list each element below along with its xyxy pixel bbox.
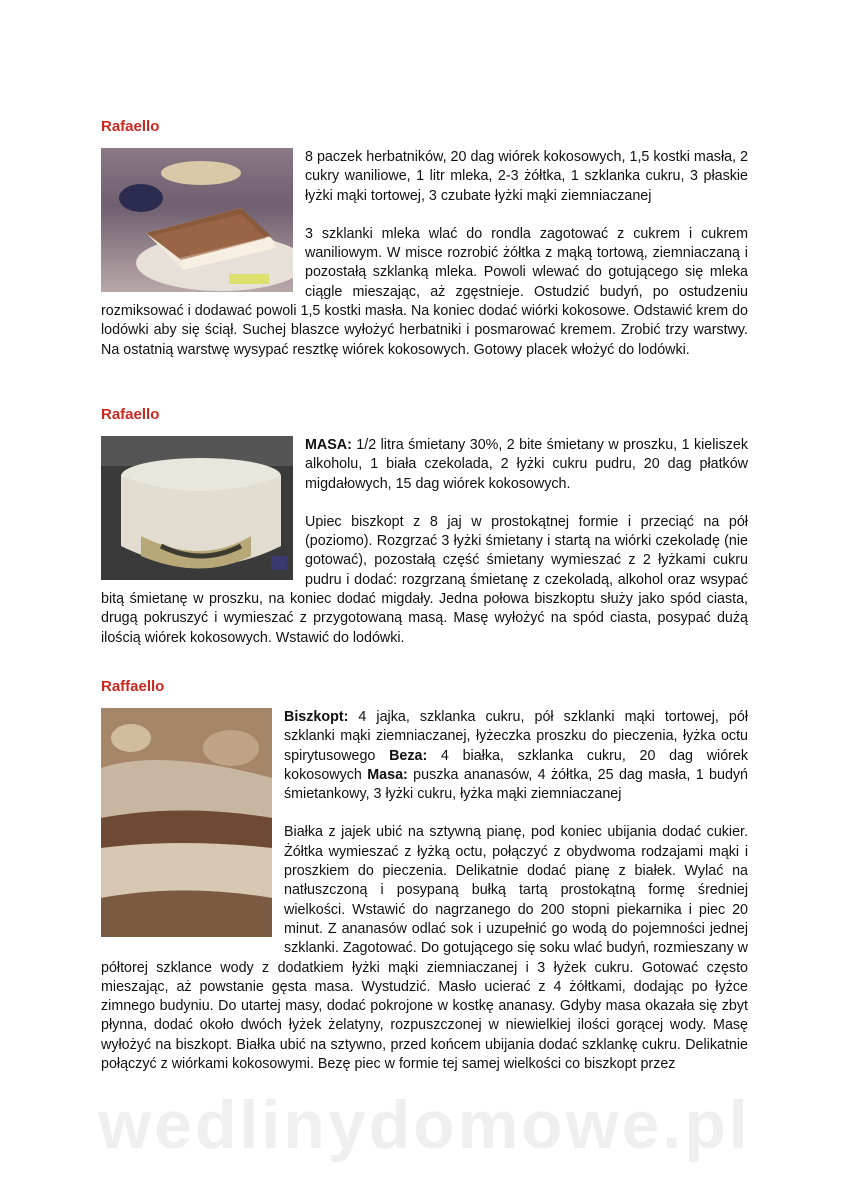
recipe-title: Rafaello — [101, 118, 160, 135]
recipe-title: Rafaello — [101, 406, 160, 423]
method-text: Białka z jajek ubić na sztywną pianę, pod koniec ubijania dodać cukier. Żółtka wymieszać z łyżką octu, połączyć z obydwoma rodzajami mąki i proszkiem do pieczenia. Delikatnie dodać pianę z białek. Wylać na natłuszczoną i posypaną bułką tartą prostokątną formę średniej wielkości. Wstawić do nagrzanego do 200 stopni piekarnika i piec 20 minut. Z ananasów odlać sok i uzupełnić go wodą do pojemności jednej szklanki. Zagotować. Do gotującego się soku wlać budyń, rozmieszany w półtorej szklance wody z dodatkiem łyżki mąki ziemniaczanej i 3 łyżek cukru. Gotować często mieszając, aż powstanie gęsta masa. Wystudzić. Masło ucierać z 4 żółtkami, dodając po łyżce zimnego budyniu. Do utartej masy, dodać pokrojone w kostkę ananasy. Gdyby masa okazała się zbyt płynna, dodać około dwóch łyżek żelatyny, rozpuszczonej w niewielkiej ilości gorącej wody. Masę wyłożyć na biszkopt. Białka ubić na sztywno, przed końcem ubijania dodać szklankę cukru. Delikatnie połączyć z wiórkami kokosowymi. Bezę piec w formie tej samej wielkości co biszkopt przez — [101, 824, 748, 1073]
cake-photo-3 — [101, 708, 272, 937]
cake-image — [101, 436, 293, 580]
biszkopt-label: Biszkopt: — [284, 709, 349, 725]
beza-text: 4 białka, szklanka cukru, 20 dag wiórek kokosowych — [284, 747, 749, 783]
method-text: 3 szklanki mleka wlać do rondla zagotować z cukrem i cukrem waniliowym. W misce rozrobić żółtka z mąką tortową, ziemniaczaną i pozostałą szklanką mleka. Powoli wlewać do gotującego się mleka ciągle mieszając, aż zgęstnieje. Ostudzić budyń, po ostudzeniu rozmiksować i dodawać powoli 1,5 kostki masła. Na koniec dodać wiórki kokosowe. Odstawić krem do lodówki aby się ściął. Suchej blaszce wyłożyć herbatniki i posmarować kremem. Zrobić trzy warstwy. Na ostatnią warstwę wysypać resztkę wiórek kokosowych. Gotowy placek włożyć do lodówki. — [101, 225, 748, 358]
recipe-1 — [101, 118, 748, 360]
masa-label: MASA: — [305, 437, 352, 453]
masa-label: Masa: — [367, 766, 408, 783]
cake-photo-2 — [101, 436, 293, 580]
masa-text: puszka ananasów, 4 żółtka, 25 dag masła, 1 budyń śmietankowy, 3 łyżki cukru, łyżka mąki ziemniaczanej — [284, 766, 748, 803]
cake-image — [101, 708, 272, 937]
biszkopt-text: 4 jajka, szklanka cukru, pół szklanki mąki tortowej, pół szklanki mąki ziemniaczanej, łyżeczka proszku do pieczenia, łyżka octu spirytusowego — [284, 709, 748, 764]
recipe-3 — [101, 678, 748, 1074]
cake-photo-1 — [101, 148, 293, 292]
method-text: Upiec biszkopt z 8 jaj w prostokątnej formie i przeciąć na pół (poziomo). Rozgrzać 3 łyżki śmietany i startą na wiórki czekoladę (nie gotować), pozostałą część śmietany wymieszać z 2 łyżkami cukru pudru i dodać: rozgrzaną śmietanę z czekoladą, alkohol oraz wsypać bitą śmietanę w proszku, na koniec dodać migdały. Jedna połowa biszkoptu służy jako spód ciasta, drugą pokruszyć i wymieszać z przygotowaną masą. Masę wyłożyć na spód ciasta, posypać dużą ilością wiórek kokosowych. Wstawić do lodówki. — [101, 513, 748, 646]
recipe-title: Raffaello — [101, 678, 165, 695]
masa-text: 1/2 litra śmietany 30%, 2 bite śmietany w proszku, 1 kieliszek alkoholu, 1 biała czekolada, 2 łyżki cukru pudru, 20 dag płatków migdałowych, 15 dag wiórek kokosowych. — [305, 437, 748, 492]
recipe-2 — [101, 406, 748, 648]
watermark: wedlinydomowe.pl — [98, 1087, 751, 1163]
beza-label: Beza: — [389, 747, 428, 764]
ingredients-text: 8 paczek herbatników, 20 dag wiórek kokosowych, 1,5 kostki masła, 2 cukry waniliowe, 1 litr mleka, 2-3 żółtka, 1 szklanka cukru, 3 płaskie łyżki mąki tortowej, 3 czubate łyżki mąki ziemniaczanej — [305, 149, 748, 204]
cake-image — [101, 148, 293, 292]
